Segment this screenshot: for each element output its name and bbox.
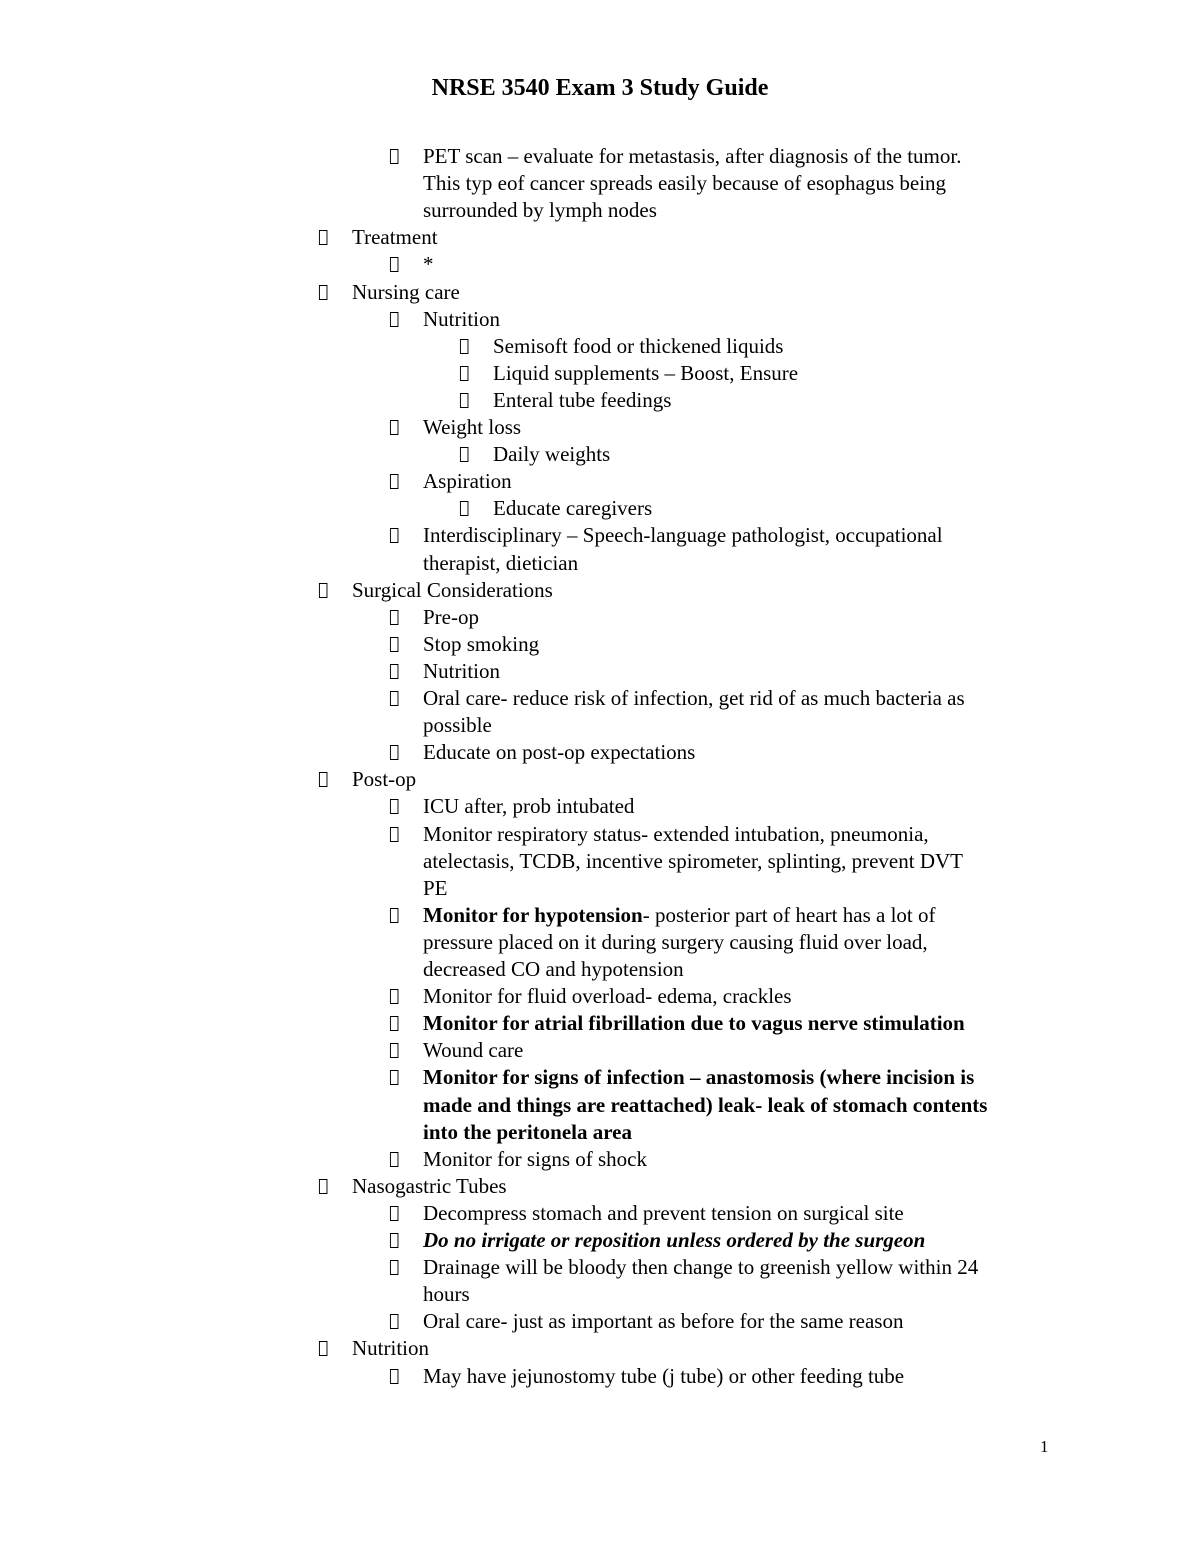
bullet-icon: [389, 983, 399, 1010]
bullet-icon: [389, 468, 399, 495]
bullet-icon: [389, 1254, 399, 1281]
list-item: Do no irrigate or reposition unless ordered by the surgeon: [423, 1228, 926, 1252]
list-item-continuation: atelectasis, TCDB, incentive spirometer, splinting, prevent DVT: [423, 849, 963, 873]
bullet-icon: [389, 902, 399, 929]
bullet-icon: [389, 522, 399, 549]
list-item: Post-op: [352, 767, 417, 791]
list-item: Nasogastric Tubes: [352, 1174, 507, 1198]
list-item-continuation: hours: [423, 1282, 470, 1306]
bullet-icon: [389, 1308, 399, 1335]
list-item-continuation: possible: [423, 713, 492, 737]
bullet-icon: [459, 360, 469, 387]
bullet-icon: [459, 441, 469, 468]
bullet-icon: [389, 1227, 399, 1254]
bullet-icon: [389, 143, 399, 170]
bullet-icon: [459, 333, 469, 360]
list-item-continuation: made and things are reattached) leak- leak of stomach contents: [423, 1093, 988, 1117]
list-item: Stop smoking: [423, 632, 540, 656]
list-item: May have jejunostomy tube (j tube) or other feeding tube: [423, 1364, 905, 1388]
bullet-icon: [389, 739, 399, 766]
bullet-icon: [389, 306, 399, 333]
list-item: Monitor for signs of infection – anastomosis (where incision is: [423, 1065, 975, 1089]
list-item: Oral care- reduce risk of infection, get rid of as much bacteria as: [423, 686, 965, 710]
list-item-text: - posterior part of heart has a lot of: [642, 903, 936, 927]
list-item-continuation: surrounded by lymph nodes: [423, 198, 657, 222]
bullet-icon: [318, 1335, 328, 1362]
list-item: Nursing care: [352, 280, 460, 304]
bullet-icon: [389, 1037, 399, 1064]
bullet-icon: [389, 1363, 399, 1390]
bullet-icon: [389, 604, 399, 631]
list-item: *: [423, 252, 434, 276]
list-item-continuation: pressure placed on it during surgery causing fluid over load,: [423, 930, 928, 954]
bullet-icon: [389, 414, 399, 441]
list-item: Monitor for signs of shock: [423, 1147, 647, 1171]
list-item: ICU after, prob intubated: [423, 794, 635, 818]
list-item: Decompress stomach and prevent tension on surgical site: [423, 1201, 904, 1225]
list-item-continuation: decreased CO and hypotension: [423, 957, 684, 981]
bullet-icon: [389, 685, 399, 712]
bullet-icon: [318, 1173, 328, 1200]
list-item: Aspiration: [423, 469, 512, 493]
bullet-icon: [318, 766, 328, 793]
list-item-continuation: This typ eof cancer spreads easily because of esophagus being: [423, 171, 947, 195]
bullet-icon: [389, 821, 399, 848]
list-item: PET scan – evaluate for metastasis, after diagnosis of the tumor.: [423, 144, 962, 168]
bullet-icon: [318, 577, 328, 604]
bullet-icon: [389, 1200, 399, 1227]
bullet-icon: [389, 251, 399, 278]
page-number: 1: [1040, 1437, 1049, 1456]
list-item: Nutrition: [423, 659, 500, 683]
list-item: Treatment: [352, 225, 438, 249]
list-item: [423, 902, 935, 929]
list-item: Monitor respiratory status- extended intubation, pneumonia,: [423, 822, 929, 846]
bullet-icon: [389, 658, 399, 685]
list-item: Liquid supplements – Boost, Ensure: [493, 361, 799, 385]
list-item: Surgical Considerations: [352, 578, 553, 602]
list-item: Drainage will be bloody then change to greenish yellow within 24: [423, 1255, 979, 1279]
list-item: Nutrition: [423, 307, 500, 331]
list-item: Educate on post-op expectations: [423, 740, 696, 764]
list-item-continuation: into the peritonela area: [423, 1120, 632, 1144]
list-item-emphasis: Monitor for hypotension: [423, 903, 643, 927]
list-item: Enteral tube feedings: [493, 388, 672, 412]
list-item: Educate caregivers: [493, 496, 653, 520]
list-item: Daily weights: [493, 442, 611, 466]
bullet-icon: [389, 1064, 399, 1091]
bullet-icon: [459, 495, 469, 522]
page-title: NRSE 3540 Exam 3 Study Guide: [431, 75, 769, 101]
bullet-icon: [389, 631, 399, 658]
bullet-icon: [389, 1010, 399, 1037]
list-item: Pre-op: [423, 605, 479, 629]
list-item: Semisoft food or thickened liquids: [493, 334, 784, 358]
list-item: Oral care- just as important as before for the same reason: [423, 1309, 904, 1333]
bullet-icon: [389, 1146, 399, 1173]
list-item-continuation: PE: [423, 876, 448, 900]
list-item: Wound care: [423, 1038, 524, 1062]
list-item: Monitor for atrial fibrillation due to vagus nerve stimulation: [423, 1011, 965, 1035]
bullet-icon: [389, 793, 399, 820]
bullet-icon: [318, 224, 328, 251]
list-item: Weight loss: [423, 415, 522, 439]
bullet-icon: [459, 387, 469, 414]
list-item-continuation: therapist, dietician: [423, 551, 579, 575]
bullet-icon: [318, 279, 328, 306]
list-item: Monitor for fluid overload- edema, crackles: [423, 984, 792, 1008]
list-item: Nutrition: [352, 1336, 429, 1360]
list-item: Interdisciplinary – Speech-language pathologist, occupational: [423, 523, 943, 547]
